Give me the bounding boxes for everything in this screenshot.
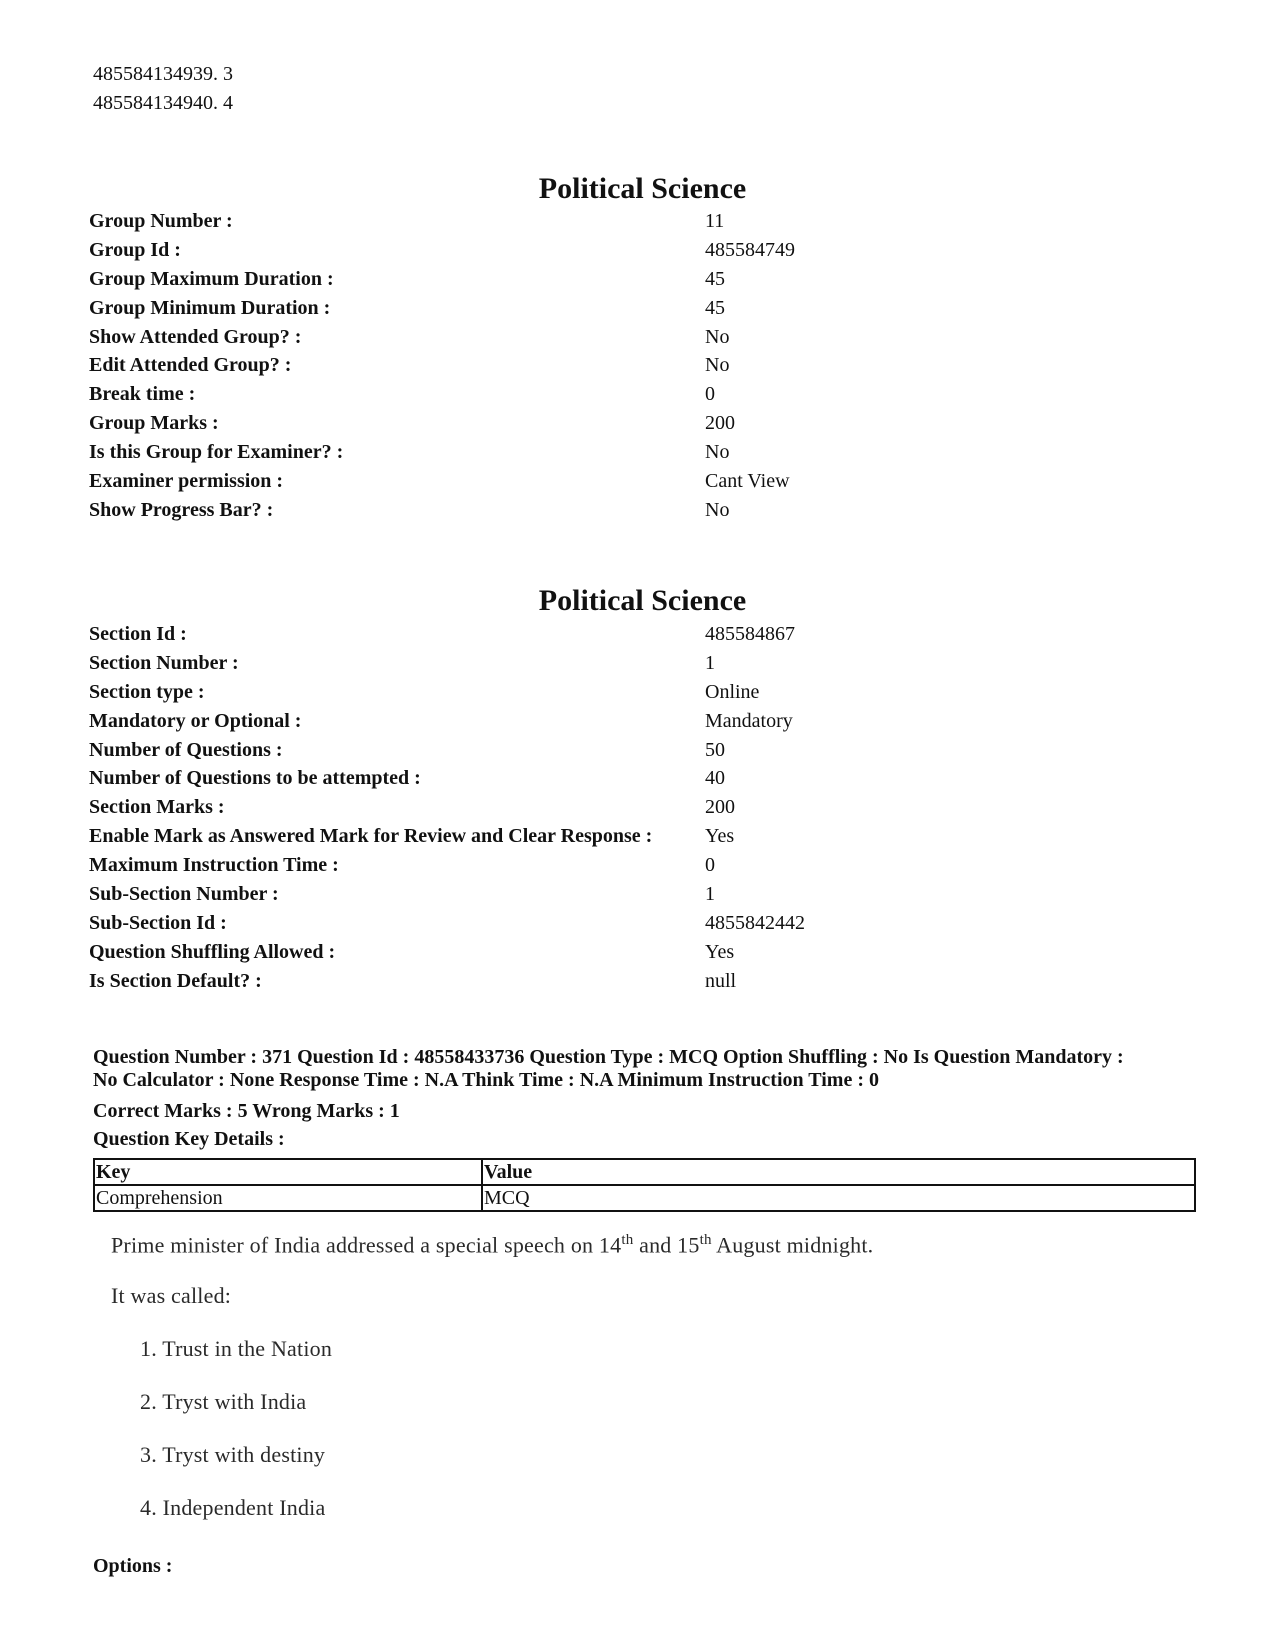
table-row (94, 1185, 1195, 1211)
field-value: 40 (705, 767, 725, 790)
field-label: Examiner permission : (89, 469, 284, 492)
field-value: 1 (705, 651, 715, 674)
field-label: Sub-Section Number : (89, 882, 279, 905)
section-title: Political Science (538, 584, 747, 617)
question-marks: Correct Marks : 5 Wrong Marks : 1 (93, 1100, 400, 1122)
field-label: Section Number : (89, 651, 239, 674)
question-header-line: No Calculator : None Response Time : N.A Think Time : N.A Minimum Instruction Time : 0 (93, 1069, 879, 1091)
column-header-value: Value (482, 1159, 1195, 1185)
field-value: Mandatory (705, 709, 793, 732)
table-row (89, 438, 795, 467)
field-value: 485584867 (705, 622, 795, 645)
field-label: Show Progress Bar? : (89, 498, 274, 521)
table-row (89, 409, 795, 438)
field-value: 200 (705, 796, 735, 819)
table-header-row (94, 1159, 1195, 1185)
table-row (89, 938, 805, 967)
stem-superscript: th (699, 1232, 712, 1248)
table-row (89, 967, 805, 996)
table-row (89, 236, 795, 265)
field-label: Section Marks : (89, 796, 225, 819)
option-id-line: 485584134940. 4 (93, 92, 233, 114)
field-value: No (705, 354, 730, 377)
field-label: Show Attended Group? : (89, 325, 302, 348)
option-id-line: 485584134939. 3 (93, 63, 233, 85)
field-value: 45 (705, 267, 725, 290)
field-value: 0 (705, 383, 715, 406)
field-value: Cant View (705, 469, 790, 492)
field-value: 485584749 (705, 238, 795, 261)
table-row (89, 207, 795, 236)
question-meta (93, 1046, 1203, 1153)
field-label: Number of Questions : (89, 738, 283, 761)
field-value: Online (705, 680, 760, 703)
table-row (89, 793, 805, 822)
field-label: Group Marks : (89, 412, 219, 435)
field-value: 200 (705, 412, 735, 435)
field-label: Is Section Default? : (89, 969, 262, 992)
field-value: No (705, 325, 730, 348)
field-value: Yes (705, 940, 735, 963)
field-label: Number of Questions to be attempted : (89, 767, 421, 790)
table-row (89, 380, 795, 409)
table-row (89, 736, 805, 765)
section-details-table (89, 620, 805, 996)
key-cell: Comprehension (94, 1185, 482, 1211)
field-label: Break time : (89, 383, 196, 406)
field-label: Enable Mark as Answered Mark for Review and Clear Response : (89, 825, 653, 848)
previous-option-ids (93, 60, 233, 118)
question-key-table (93, 1158, 1196, 1212)
table-row (89, 764, 805, 793)
question-header (93, 1046, 1203, 1092)
field-value: 4855842442 (705, 911, 805, 934)
field-label: Group Number : (89, 209, 233, 232)
table-row (89, 467, 795, 496)
table-row (89, 707, 805, 736)
table-row (89, 351, 795, 380)
group-details-table (89, 207, 795, 525)
stem-superscript: th (621, 1232, 634, 1248)
table-row (89, 265, 795, 294)
question-stem-line2: It was called: (111, 1283, 232, 1308)
table-row (89, 496, 795, 525)
field-label: Edit Attended Group? : (89, 354, 292, 377)
table-row (89, 294, 795, 323)
table-row (89, 851, 805, 880)
field-value: Yes (705, 825, 735, 848)
field-label: Maximum Instruction Time : (89, 854, 339, 877)
field-value: 11 (705, 209, 725, 232)
stem-text: and 15 (633, 1232, 700, 1258)
field-label: Is this Group for Examiner? : (89, 441, 344, 464)
question-key-details-label: Question Key Details : (93, 1128, 285, 1150)
field-label: Section type : (89, 680, 205, 703)
value-cell: MCQ (482, 1185, 1195, 1211)
stem-text: Prime minister of India addressed a special speech on 14 (111, 1232, 622, 1258)
column-header-key: Key (94, 1159, 482, 1185)
field-label: Section Id : (89, 622, 187, 645)
field-value: No (705, 498, 730, 521)
stem-text: August midnight. (711, 1232, 874, 1258)
field-value: null (705, 969, 737, 992)
question-header-line: Question Number : 371 Question Id : 48558433736 Question Type : MCQ Option Shuffling : No Is Question Mandatory : (93, 1046, 1124, 1068)
choice-item: 3. Tryst with destiny (140, 1442, 326, 1467)
group-title: Political Science (538, 172, 747, 205)
field-label: Mandatory or Optional : (89, 709, 302, 732)
field-value: 1 (705, 882, 715, 905)
table-row (89, 620, 805, 649)
field-label: Group Id : (89, 238, 181, 261)
table-row (89, 678, 805, 707)
choice-item: 2. Tryst with India (140, 1389, 307, 1414)
field-value: 50 (705, 738, 725, 761)
question-stem (111, 1232, 873, 1258)
options-label: Options : (93, 1555, 173, 1577)
table-row (89, 880, 805, 909)
table-row (89, 822, 805, 851)
table-row (89, 909, 805, 938)
field-value: 0 (705, 854, 715, 877)
choice-item: 1. Trust in the Nation (140, 1336, 333, 1361)
table-row (89, 323, 795, 352)
field-value: No (705, 441, 730, 464)
choice-item: 4. Independent India (140, 1495, 326, 1520)
field-label: Group Minimum Duration : (89, 296, 331, 319)
field-label: Question Shuffling Allowed : (89, 940, 336, 963)
field-value: 45 (705, 296, 725, 319)
field-label: Group Maximum Duration : (89, 267, 334, 290)
table-row (89, 649, 805, 678)
field-label: Sub-Section Id : (89, 911, 227, 934)
